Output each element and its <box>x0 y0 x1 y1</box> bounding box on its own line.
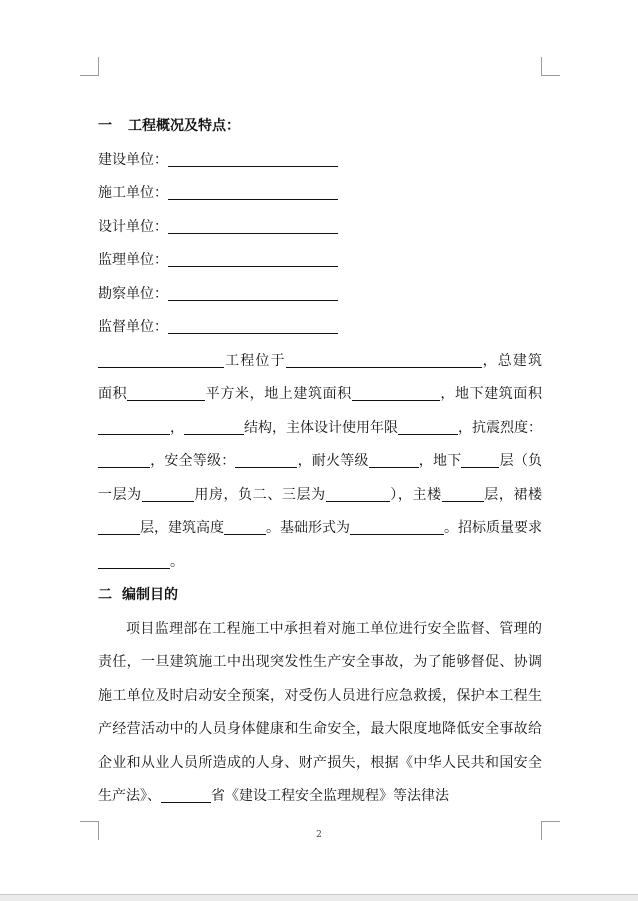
text-segment: ，安全等级： <box>150 453 236 469</box>
blank-b2-b3-usage[interactable] <box>326 486 390 502</box>
field-blank[interactable] <box>168 284 338 301</box>
blank-province[interactable] <box>161 787 211 803</box>
blank-total-area[interactable] <box>127 385 205 401</box>
text-segment: 。基础形式为 <box>266 520 350 536</box>
blank-fire-rating[interactable] <box>369 452 419 468</box>
section-heading-overview <box>98 110 542 144</box>
blank-main-floors[interactable] <box>442 486 484 502</box>
overview-paragraph <box>98 345 542 580</box>
text-segment: ，总建筑面积 <box>98 352 543 402</box>
text-segment: 。招标质量要求 <box>444 520 542 536</box>
field-inspection-unit <box>98 311 542 345</box>
field-blank[interactable] <box>168 150 338 167</box>
text-segment: 项目监理部在工程施工中承担着对施工单位进行安全监督、管理的责任，一旦建筑施工中出现突发性生产安全事故，为了能够督促、协调施工单位及时启动安全预案，对受伤人员进行应急救援，保护本工程生产经营活动中的人员身体健康和生命安全，最大限度地降低安全事故给企业和从业人员所造成的人身、财产损失，根据《中华人民共和国安全生产法》、 <box>98 620 542 804</box>
blank-design-life[interactable] <box>398 419 458 435</box>
text-segment: ，地下 <box>418 453 462 469</box>
field-survey-unit <box>98 278 542 312</box>
field-supervision-unit <box>98 244 542 278</box>
blank-project-name[interactable] <box>98 352 224 368</box>
text-segment: 工程位于 <box>224 352 286 369</box>
field-label: 施工单位： <box>98 185 168 201</box>
blank-safety-grade[interactable] <box>235 452 297 468</box>
blank-podium-floors[interactable] <box>98 519 140 535</box>
section-title: 编制目的 <box>122 587 178 603</box>
field-blank[interactable] <box>168 183 338 200</box>
blank-quality-requirement[interactable] <box>98 553 170 569</box>
text-segment: ，抗震烈度： <box>458 419 542 436</box>
text-segment: 用房，负二、三层为 <box>193 486 326 503</box>
page-content[interactable] <box>98 110 542 814</box>
margin-mark-top-left <box>80 57 99 76</box>
field-label: 监督单位： <box>98 319 168 335</box>
field-design-unit <box>98 211 542 245</box>
text-segment: 层，裙楼 <box>483 486 543 503</box>
page-number: 2 <box>316 830 322 840</box>
blank-structure[interactable] <box>184 419 244 435</box>
text-segment: 。 <box>170 553 184 570</box>
field-contractor-unit <box>98 177 542 211</box>
text-segment: 结构，主体设计使用年限 <box>244 419 398 436</box>
blank-above-ground-area[interactable] <box>352 385 440 401</box>
field-construction-unit <box>98 144 542 178</box>
section-number: 二 <box>98 587 112 603</box>
blank-underground-area[interactable] <box>98 419 170 435</box>
blank-foundation-type[interactable] <box>350 519 444 535</box>
field-blank[interactable] <box>168 217 338 234</box>
text-segment: ，地下建筑面积 <box>439 386 543 402</box>
blank-location[interactable] <box>286 352 482 368</box>
text-segment: 层（负一层为 <box>98 453 543 503</box>
field-label: 建设单位： <box>98 151 168 168</box>
blank-building-height[interactable] <box>224 519 266 535</box>
section-title: 工程概况及特点： <box>128 118 240 134</box>
text-segment: ，耐火等级 <box>297 453 369 469</box>
field-label: 勘察单位： <box>98 285 168 302</box>
text-segment: ），主楼 <box>389 486 442 503</box>
field-label: 设计单位： <box>98 218 168 235</box>
text-segment: 层，建筑高度 <box>140 520 224 536</box>
blank-seismic-intensity[interactable] <box>98 452 150 468</box>
purpose-paragraph <box>98 613 542 814</box>
margin-mark-top-right <box>541 57 560 76</box>
text-segment: 平方米，地上建筑面积 <box>205 386 352 402</box>
blank-b1-usage[interactable] <box>142 486 194 502</box>
text-segment: ， <box>170 419 184 436</box>
blank-basement-floors[interactable] <box>461 452 499 468</box>
section-heading-purpose <box>98 579 542 613</box>
field-label: 监理单位： <box>98 252 168 268</box>
field-blank[interactable] <box>168 250 338 267</box>
text-segment: 省《建设工程安全监理规程》等法律法 <box>211 788 449 804</box>
field-blank[interactable] <box>168 317 338 334</box>
section-number: 一 <box>98 118 112 134</box>
